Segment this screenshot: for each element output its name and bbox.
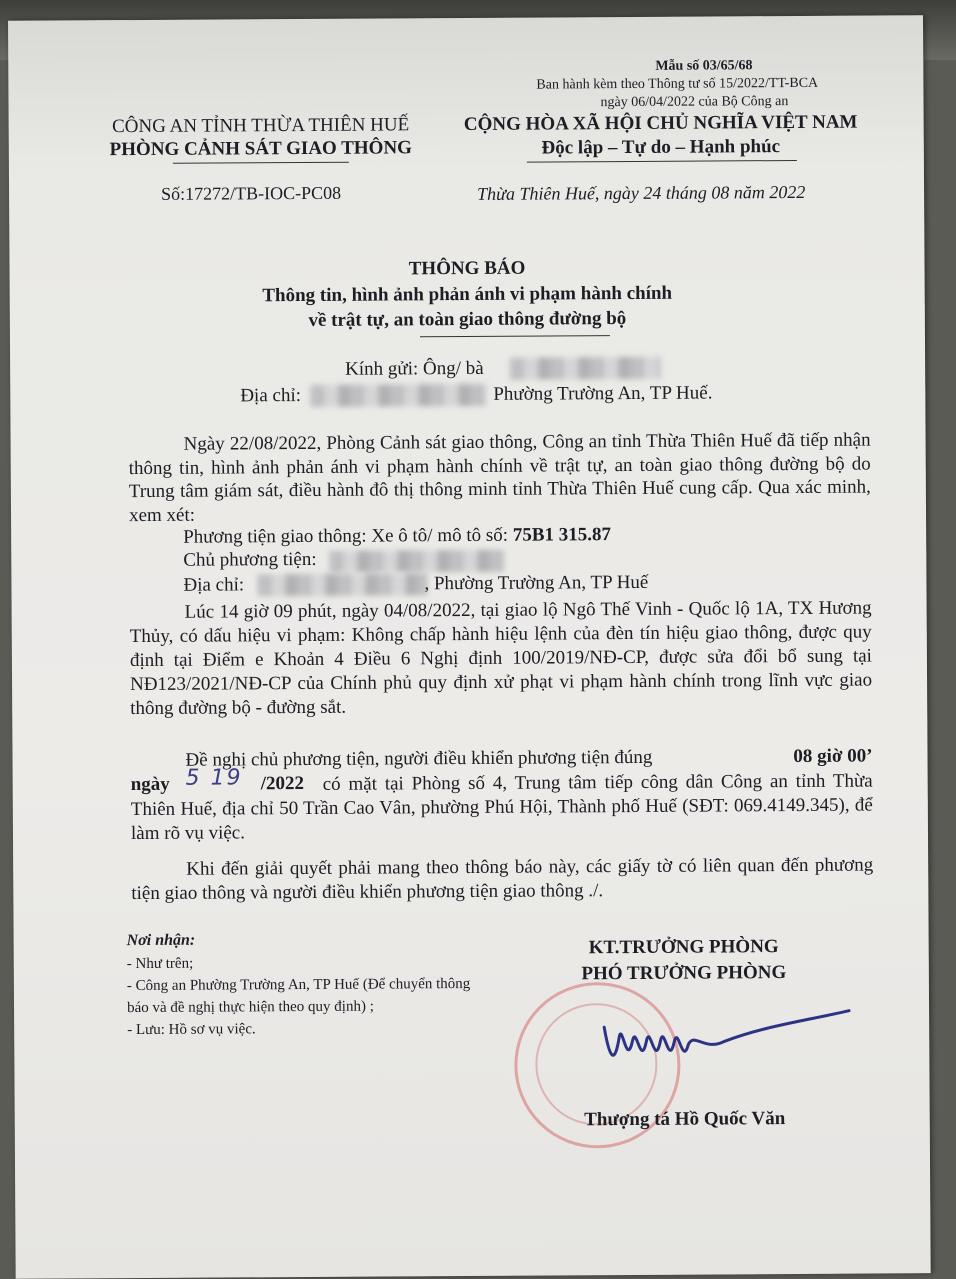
title-underline bbox=[420, 335, 610, 337]
handwritten-date: 5 19 bbox=[185, 765, 243, 791]
redacted-address bbox=[310, 384, 486, 407]
recipients-list bbox=[127, 951, 478, 1041]
request-details: có mặt tại Phòng số 4, Trung tâm tiếp công dân Công an tỉnh Thừa Thiên Huế, địa chỉ 50 Trần Cao Vân, phường Phú Hội, Thành phố Huế (SĐT: 069.4149.345), để làm rõ vụ việc. bbox=[130, 770, 873, 845]
recipient-item: - Như trên; bbox=[126, 955, 194, 973]
license-plate: 75B1 315.87 bbox=[512, 524, 612, 546]
sign-title-2: PHÓ TRƯỞNG PHÒNG bbox=[581, 962, 787, 985]
owner-label: Chủ phương tiện: bbox=[183, 548, 317, 571]
issued-with-line1: Ban hành kèm theo Thông tư số 15/2022/TT-BCA bbox=[536, 75, 819, 93]
redacted-recipient-name bbox=[510, 357, 660, 380]
request-year: /2022 bbox=[260, 773, 305, 795]
address-tail: Phường Trường An, TP Huế. bbox=[493, 382, 713, 405]
paragraph-received: Ngày 22/08/2022, Phòng Cảnh sát giao thông, Công an tỉnh Thừa Thiên Huế đã tiếp nhận thông tin, hình ảnh phản ánh vi phạm hành chính về trật tự, an toàn giao thông đường bộ do Trung tâm giám sát, điều hành đô thị thông minh tỉnh Thừa Thiên Huế cung cấp. Qua xác minh, xem xét: bbox=[128, 429, 871, 526]
recipient-label: Kính gửi: Ông/ bà bbox=[345, 357, 484, 380]
issued-with-line2: ngày 06/04/2022 của Bộ Công an bbox=[600, 94, 789, 111]
form-code: Mẫu số 03/65/68 bbox=[655, 58, 753, 74]
doc-number: Số:17272/TB-IOC-PC08 bbox=[161, 182, 342, 204]
redacted-owner-address bbox=[257, 573, 427, 596]
vehicle-label: Phương tiện giao thông: Xe ô tô/ mô tô số: bbox=[183, 524, 509, 548]
signer-name: Thượng tá Hồ Quốc Văn bbox=[584, 1108, 786, 1131]
address-label: Địa chỉ: bbox=[240, 385, 302, 407]
request-time: 08 giờ 00’ bbox=[793, 745, 873, 768]
place-date: Thừa Thiên Huế, ngày 24 tháng 08 năm 2022 bbox=[477, 181, 806, 204]
owner-address-label: Địa chỉ: bbox=[183, 574, 245, 596]
paragraph-violation: Lúc 14 giờ 09 phút, ngày 04/08/2022, tại giao lộ Ngô Thế Vinh - Quốc lộ 1A, TX Hương Thủy, có dấu hiệu vi phạm: Không chấp hành hiệu lệnh của đèn tín hiệu giao thông, được quy định tại Điểm e Khoản 4 Điều 6 Nghị định 100/2019/NĐ-CP, được sửa đổi bổ sung tại NĐ123/2021/NĐ-CP của Chính phủ quy định xử phạt vi phạm hành chính trong lĩnh vực giao thông đường bộ - đường sắt. bbox=[129, 597, 873, 720]
doc-title: THÔNG BÁO bbox=[408, 257, 526, 280]
agency-parent: CÔNG AN TỈNH THỪA THIÊN HUẾ bbox=[112, 114, 410, 138]
recipient-item: - Lưu: Hồ sơ vụ việc. bbox=[127, 1021, 256, 1039]
redacted-owner-name bbox=[329, 550, 504, 573]
paragraph-bring-documents: Khi đến giải quyết phải mang theo thông báo này, các giấy tờ có liên quan đến phương tiện giao thông và người điều khiển phương tiện giao thông ./. bbox=[131, 854, 874, 905]
paragraph-request-line1 bbox=[185, 746, 872, 772]
request-day-label: ngày bbox=[130, 773, 170, 796]
recipient-item: - Công an Phường Trường An, TP Huế (Để chuyển thông báo và đề nghị thực hiện theo quy định) ; bbox=[126, 975, 471, 1017]
recipients-title: Nơi nhận: bbox=[126, 931, 196, 950]
owner-address-tail: , Phường Trường An, TP Huế bbox=[424, 571, 649, 595]
sign-title-1: KT.TRƯỞNG PHÒNG bbox=[588, 936, 779, 959]
request-text: Đề nghị chủ phương tiện, người điều khiển phương tiện đúng bbox=[185, 746, 653, 771]
country-name: CỘNG HÒA XÃ HỘI CHỦ NGHĨA VIỆT NAM bbox=[463, 111, 858, 136]
doc-subtitle-2: về trật tự, an toàn giao thông đường bộ bbox=[308, 308, 627, 331]
motto: Độc lập – Tự do – Hạnh phúc bbox=[541, 136, 781, 159]
document-page bbox=[8, 15, 931, 1279]
signature bbox=[574, 996, 865, 1088]
agency-name: PHÒNG CẢNH SÁT GIAO THÔNG bbox=[109, 137, 412, 161]
motto-underline bbox=[527, 160, 797, 163]
vehicle-line bbox=[183, 524, 611, 549]
doc-subtitle-1: Thông tin, hình ảnh phản ánh vi phạm hành chính bbox=[262, 282, 673, 307]
agency-underline bbox=[173, 162, 349, 164]
